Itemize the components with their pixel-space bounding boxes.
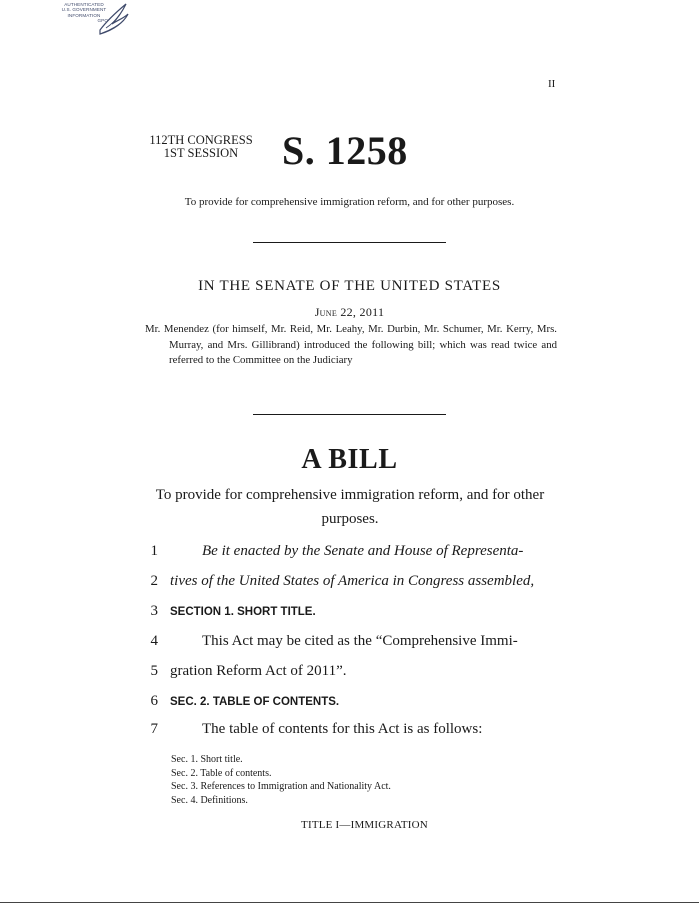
line-text: tives of the United States of America in Congress assembled, — [170, 573, 535, 589]
line-number: 1 — [150, 543, 158, 559]
bill-line — [0, 633, 699, 655]
eagle-icon — [96, 0, 132, 38]
line-number: 3 — [150, 603, 158, 619]
long-purpose: To provide for comprehensive immigration reform, and for other purposes. — [155, 487, 545, 527]
bill-line — [0, 721, 699, 743]
section-heading: SECTION 1. SHORT TITLE. — [170, 606, 316, 618]
bill-line — [0, 663, 699, 685]
congress-label: 112TH CONGRESS — [149, 133, 253, 147]
line-number: 7 — [150, 721, 158, 737]
toc-entry: Sec. 1. Short title. — [171, 754, 243, 765]
divider — [253, 414, 446, 415]
bill-line — [0, 543, 699, 565]
congress-session — [140, 134, 262, 160]
line-text: Be it enacted by the Senate and House of Representa- — [202, 543, 524, 559]
table-of-contents — [171, 753, 391, 807]
line-text: The table of contents for this Act is as follows: — [202, 721, 483, 737]
divider — [253, 242, 446, 243]
bill-number: S. 1258 — [282, 128, 408, 173]
session-label: 1ST SESSION — [163, 146, 239, 160]
bill-line — [0, 603, 699, 625]
toc-title-heading: TITLE I—IMMIGRATION — [301, 819, 428, 831]
line-number: 6 — [150, 693, 158, 709]
toc-entry: Sec. 3. References to Immigration and Nationality Act. — [171, 781, 391, 792]
bill-line — [0, 573, 699, 595]
introduction-date: June 22, 2011 — [314, 305, 385, 319]
page-mark: II — [548, 78, 556, 90]
gpo-authenticated-logo — [56, 2, 132, 36]
section-heading: SEC. 2. TABLE OF CONTENTS. — [170, 696, 340, 708]
bill-heading: A BILL — [301, 444, 398, 475]
bill-line — [0, 693, 699, 715]
chamber-heading: IN THE SENATE OF THE UNITED STATES — [198, 278, 501, 294]
page-bottom-border — [0, 902, 699, 903]
toc-entry: Sec. 2. Table of contents. — [171, 767, 272, 779]
toc-entry: Sec. 4. Definitions. — [171, 794, 248, 806]
short-purpose: To provide for comprehensive immigration reform, and for other purposes. — [184, 196, 515, 208]
line-number: 2 — [150, 573, 158, 589]
sponsor-paragraph: Mr. Menendez (for himself, Mr. Reid, Mr. Leahy, Mr. Durbin, Mr. Schumer, Mr. Kerry, Mrs. Murray, and Mrs. Gillibrand) introduced the following bill; which was read twice and referred to the Committee on the Judiciary — [145, 323, 557, 366]
line-text: gration Reform Act of 2011”. — [170, 663, 347, 679]
line-number: 5 — [150, 663, 158, 679]
gpo-logo-text: AUTHENTICATED U.S. GOVERNMENT INFORMATION GPO — [61, 2, 108, 24]
line-text: This Act may be cited as the “Comprehensive Immi- — [202, 633, 518, 649]
line-number: 4 — [150, 633, 158, 649]
